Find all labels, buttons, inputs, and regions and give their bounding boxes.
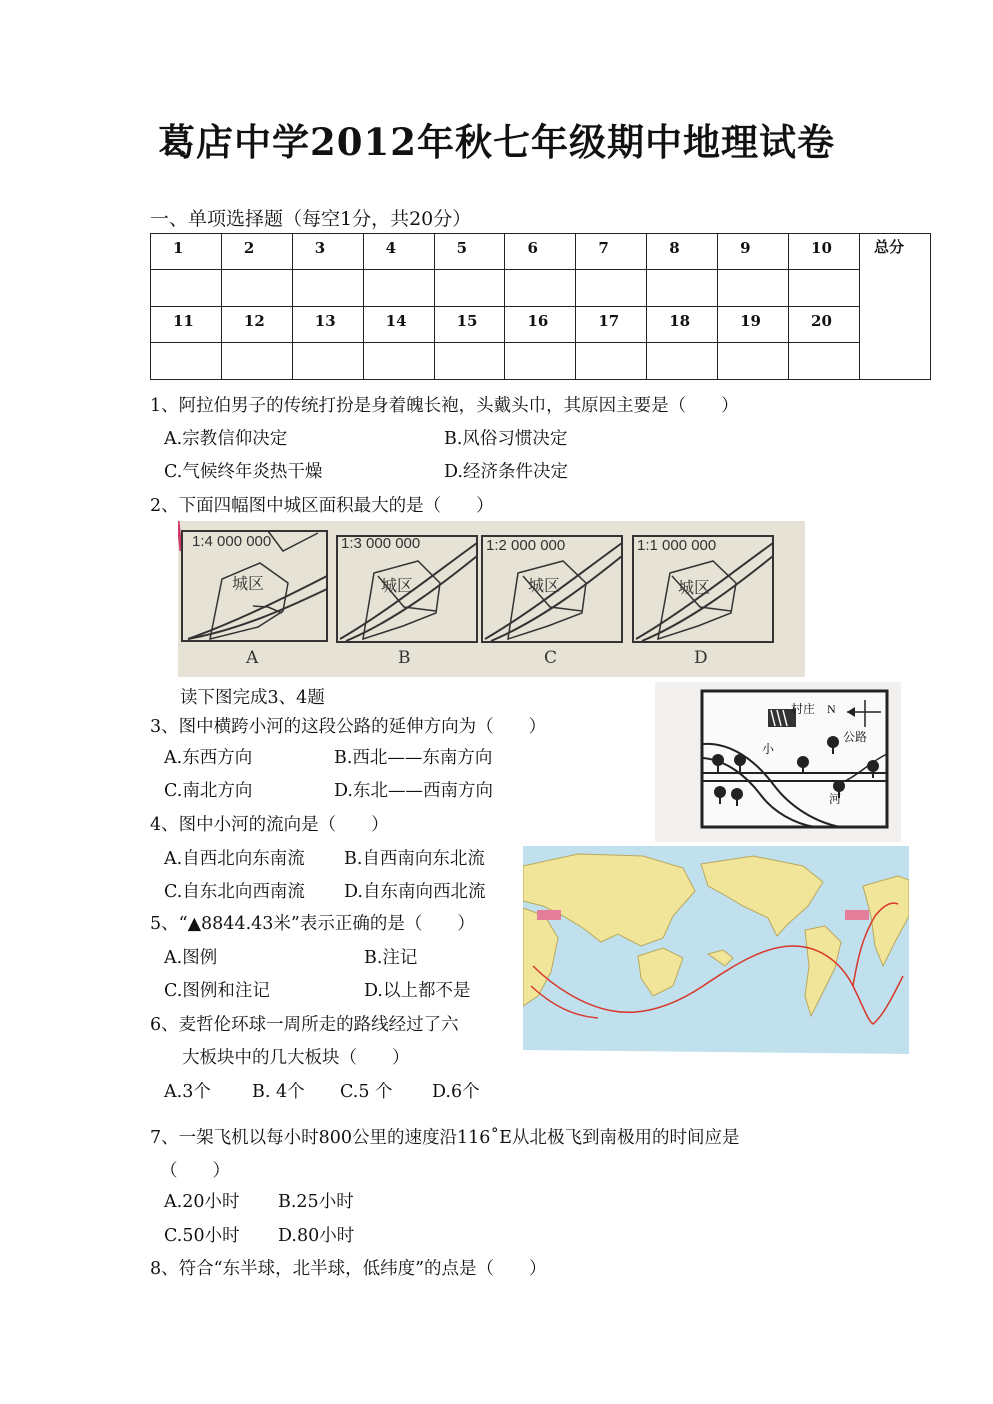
map-d-letter: D: [694, 648, 708, 668]
table-cell: 20: [789, 307, 860, 343]
map-a-letter: A: [246, 648, 259, 668]
table-cell: 19: [718, 307, 789, 343]
answer-cell[interactable]: [221, 270, 292, 307]
map-c-label: 城区: [528, 576, 561, 595]
answer-cell[interactable]: [363, 343, 434, 380]
north-label: N: [827, 702, 836, 716]
question-3: 3、图中横跨小河的这段公路的延伸方向为（ ）: [150, 717, 547, 737]
answer-table: [150, 233, 931, 380]
table-cell: 5: [434, 234, 505, 270]
q3-option-d: D.东北——西南方向: [334, 781, 493, 801]
map-c-scale: 1:2 000 000: [486, 537, 566, 554]
table-cell: 9: [718, 234, 789, 270]
q4-option-b: B.自西南向东北流: [344, 849, 485, 869]
river-label-1: 小: [762, 742, 775, 756]
answer-cell[interactable]: [789, 270, 860, 307]
map-b-scale: 1:3 000 000: [341, 535, 421, 552]
q1-option-d: D.经济条件决定: [444, 462, 568, 482]
answer-cell[interactable]: [151, 343, 222, 380]
page-title: 葛店中学2012年秋七年级期中地理试卷: [158, 120, 835, 164]
q5-option-c: C.图例和注记: [164, 981, 270, 1001]
table-cell: 3: [292, 234, 363, 270]
q6-option-b: B. 4个: [252, 1082, 305, 1102]
question-1: 1、阿拉伯男子的传统打扮是身着魄长袍，头戴头巾，其原因主要是（ ）: [150, 396, 739, 416]
answer-cell[interactable]: [151, 270, 222, 307]
table-cell: 16: [505, 307, 576, 343]
answer-cell[interactable]: [434, 343, 505, 380]
q5-option-b: B.注记: [364, 948, 418, 968]
q6-option-d: D.6个: [432, 1082, 480, 1102]
village-label: 村庄: [791, 702, 816, 716]
answer-cell[interactable]: [576, 343, 647, 380]
answer-cell[interactable]: [363, 270, 434, 307]
answer-cell[interactable]: [221, 343, 292, 380]
table-cell: 6: [505, 234, 576, 270]
map-b-letter: B: [398, 648, 411, 668]
answer-cell[interactable]: [647, 270, 718, 307]
answer-cell[interactable]: [647, 343, 718, 380]
q7-option-c: C.50小时: [164, 1226, 240, 1246]
question-4: 4、图中小河的流向是（ ）: [150, 815, 389, 835]
map-d-label: 城区: [678, 578, 711, 597]
table-cell: 10: [789, 234, 860, 270]
table-cell: 4: [363, 234, 434, 270]
answer-cell[interactable]: [718, 270, 789, 307]
table-cell: 1: [151, 234, 222, 270]
answer-cell[interactable]: [505, 270, 576, 307]
question-7-paren: （ ）: [160, 1161, 230, 1181]
table-cell: 18: [647, 307, 718, 343]
section-heading: 一、单项选择题（每空1分，共20分）: [150, 208, 472, 230]
q5-option-a: A.图例: [164, 948, 218, 968]
map-d-scale: 1:1 000 000: [637, 537, 717, 554]
answer-cell[interactable]: [789, 343, 860, 380]
q4-option-a: A.自西北向东南流: [164, 849, 305, 869]
answer-cell[interactable]: [292, 270, 363, 307]
table-cell: 11: [151, 307, 222, 343]
table-cell: 12: [221, 307, 292, 343]
question-7: 7、一架飞机以每小时800公里的速度沿116˚E从北极飞到南极用的时间应是: [150, 1128, 740, 1148]
q1-option-c: C.气候终年炎热干燥: [164, 462, 323, 482]
q7-option-a: A.20小时: [164, 1192, 240, 1212]
table-cell: 17: [576, 307, 647, 343]
q6-option-a: A.3个: [164, 1082, 211, 1102]
table-cell: 7: [576, 234, 647, 270]
question-8: 8、符合“东半球，北半球，低纬度”的点是（ ）: [150, 1259, 547, 1279]
table-cell: 2: [221, 234, 292, 270]
answer-cell[interactable]: [292, 343, 363, 380]
q1-option-b: B.风俗习惯决定: [444, 429, 568, 449]
q1-option-a: A.宗教信仰决定: [164, 429, 288, 449]
village-map-figure: [655, 682, 901, 842]
q3-option-c: C.南北方向: [164, 781, 253, 801]
q4-option-d: D.自东南向西北流: [344, 882, 486, 902]
road-label: 公路: [843, 730, 868, 744]
table-cell: 13: [292, 307, 363, 343]
village-map-svg: [655, 682, 901, 842]
question-6: 6、麦哲伦环球一周所走的路线经过了六: [150, 1015, 459, 1035]
answer-cell[interactable]: [505, 343, 576, 380]
table-cell: 15: [434, 307, 505, 343]
q7-option-b: B.25小时: [278, 1192, 354, 1212]
city-maps-figure: [178, 521, 805, 677]
answer-cell[interactable]: [434, 270, 505, 307]
map-a-scale: 1:4 000 000: [192, 533, 272, 550]
table-cell: 8: [647, 234, 718, 270]
answer-cell[interactable]: [718, 343, 789, 380]
q3-option-a: A.东西方向: [164, 748, 253, 768]
world-map-svg: [523, 846, 909, 1072]
q3-option-b: B.西北——东南方向: [334, 748, 493, 768]
q7-option-d: D.80小时: [278, 1226, 355, 1246]
reading-instruction: 读下图完成3、4题: [180, 688, 325, 708]
q4-option-c: C.自东北向西南流: [164, 882, 305, 902]
question-2: 2、下面四幅图中城区面积最大的是（ ）: [150, 496, 494, 516]
question-5: 5、“▲8844.43米”表示正确的是（ ）: [150, 914, 475, 934]
map-a-label: 城区: [232, 574, 265, 593]
table-cell: 14: [363, 307, 434, 343]
map-c-letter: C: [544, 648, 558, 668]
question-6-cont: 大板块中的几大板块（ ）: [182, 1048, 410, 1068]
river-label-2: 河: [829, 792, 842, 806]
answer-cell[interactable]: [576, 270, 647, 307]
q6-option-c: C.5 个: [340, 1082, 393, 1102]
map-b-label: 城区: [381, 576, 414, 595]
q5-option-d: D.以上都不是: [364, 981, 471, 1001]
world-map-figure: [523, 846, 909, 1072]
total-score-cell: 总分: [860, 234, 931, 380]
